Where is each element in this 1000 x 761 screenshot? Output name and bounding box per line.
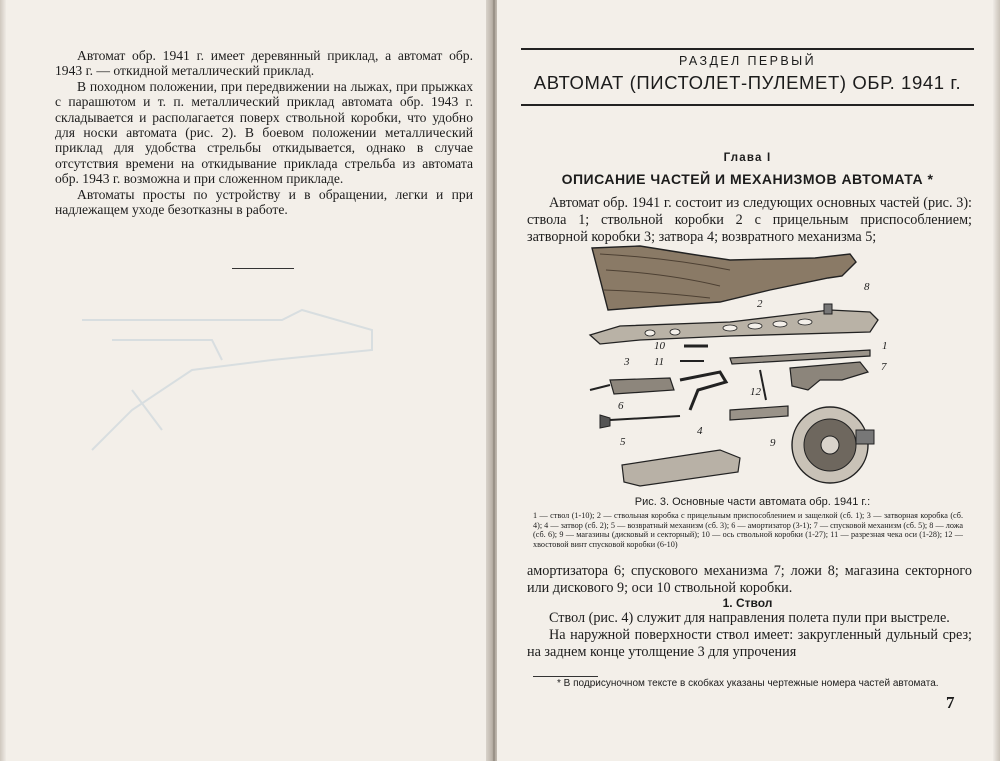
chapter-title: ОПИСАНИЕ ЧАСТЕЙ И МЕХАНИЗМОВ АВТОМАТА * [561,171,934,187]
figure-label-3: 3 [624,356,630,368]
sector-magazine-part-9 [622,450,740,486]
figure-label-11: 11 [654,356,665,368]
receiver-part-2 [590,304,878,344]
figure-label-8: 8 [864,281,870,293]
intro-paragraph: Автомат обр. 1941 г. состоит из следующих основных частей (рис. 3): ствола 1; ствольной коробки 2 с прицельным приспособлением; затворной коробки 3; затвора 4; возвратного механизма 5; [527,195,972,245]
left-paragraph-3: Автоматы просты по устройству и в обращении, легки и при надлежащем уходе безотказны в работе. [55,186,473,218]
barrel-paragraph-1: Ствол (рис. 4) служит для направления полета пули при выстреле. [549,610,950,626]
trigger-part-7 [790,362,868,390]
barrel-paragraph-2: На наружной поверхности ствол имеет: закругленный дульный срез; на заднем конце утолщение 3 для упрочения [527,627,972,660]
chapter-label: Глава I [723,152,772,164]
figure-label-2: 2 [757,298,763,310]
left-page-text [55,48,473,217]
footnote: * В подрисуночном тексте в скобках указаны чертежные номера частей автомата. [557,678,939,689]
header-rule-bottom [521,104,974,106]
figure-label-7: 7 [881,361,887,373]
continuation-paragraph: амортизатора 6; спускового механизма 7; ложи 8; магазина секторного или дискового 9; оси 10 ствольной коробки. [527,563,972,596]
figure-label-12: 12 [750,386,761,398]
figure-label-5: 5 [620,436,626,448]
footnote-rule [533,676,598,677]
stock-part-8 [592,246,856,310]
figure-label-9: 9 [770,437,776,449]
header-rule-top [521,48,974,50]
bolt-part-4 [730,406,788,420]
figure-label-10: 10 [654,340,665,352]
continuation-paragraph-block [527,563,972,597]
left-paragraph-2: В походном положении, при передвижении на лыжах, при прыжках с парашютом и т. п. металлический приклад автомата обр. 1943 г. складывается и располагается поверх ствольной коробки, что удобно для носки автомата (рис. 2). В боевом положении металлический приклад для удобства стрельбы откидывается, однако в случае отсутствия времени на откидывание приклада стрельба из автомата обр. 1943 г. возможна и при сложенном прикладе. [55,78,473,187]
figure-caption-title: Рис. 3. Основные части автомата обр. 1941 г.: [634,496,871,508]
page-number: 7 [946,693,955,712]
section-label: РАЗДЕЛ ПЕРВЫЙ [679,54,816,68]
bolt-box-part-3 [590,372,726,410]
barrel-paragraph-block [527,610,972,661]
section-title: АВТОМАТ (ПИСТОЛЕТ-ПУЛЕМЕТ) ОБР. 1941 г. [533,72,962,93]
figure-caption-legend: 1 — ствол (1-10); 2 — ствольная коробка с прицельным приспособлением и защелкой (сб. 1); 3 — затворная коробка (сб. 4); 4 — затвор (сб. 2); 5 — возвратный механизм (сб. 3); 6 — амортизатор (3-1); 7 — спусковой механизм (сб. 5); 8 — ложа (сб. 6); 9 — магазины (дисковый и секторный); 10 — ось ствольной коробки (1-27); 11 — разрезная чека оси (1-28); 12 — хвостовой винт спусковой коробки (6-10) [533,511,963,549]
spring-part-5 [600,415,680,428]
barrel-part-1 [730,350,870,364]
intro-paragraph-block [527,195,972,246]
left-page-end-rule [232,268,294,269]
subsection-title: 1. Ствол [722,596,773,610]
figure-label-4: 4 [697,425,703,437]
figure-label-6: 6 [618,400,624,412]
show-through-illustration [72,300,392,470]
left-paragraph-1: Автомат обр. 1941 г. имеет деревянный приклад, а автомат обр. 1943 г. — откидной металлический приклад. [55,48,473,79]
left-page-edge [0,0,6,761]
drum-magazine-part-9 [792,407,874,483]
figure-label-1: 1 [882,340,888,352]
right-page-edge [993,0,1000,761]
